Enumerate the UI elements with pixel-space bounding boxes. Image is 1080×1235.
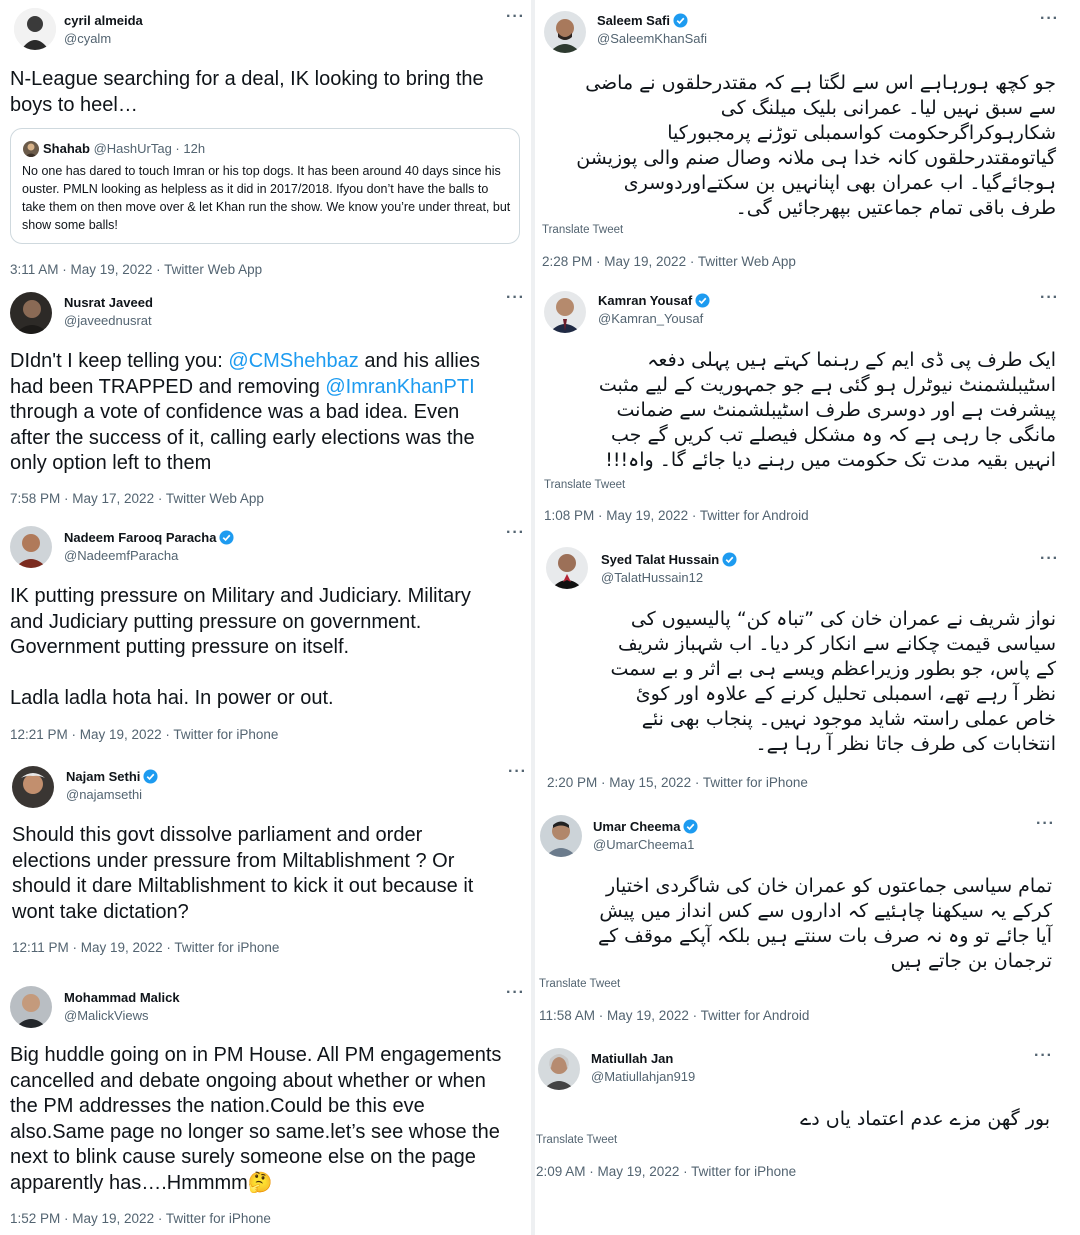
- more-options-icon[interactable]: ···: [1040, 289, 1059, 306]
- tweet-najam-sethi[interactable]: [0, 755, 530, 975]
- display-name-text[interactable]: Najam Sethi: [66, 769, 141, 784]
- tweet-kamran-yousaf[interactable]: [536, 285, 1080, 530]
- verified-badge-icon: [143, 769, 158, 784]
- quoted-tweet-header: [43, 141, 205, 156]
- avatar[interactable]: [10, 292, 52, 334]
- display-name[interactable]: [597, 13, 688, 28]
- tweet-timestamp[interactable]: 1:08 PM · May 19, 2022 · Twitter for Android: [544, 508, 809, 523]
- avatar[interactable]: [540, 815, 582, 857]
- avatar[interactable]: [14, 8, 56, 50]
- user-handle[interactable]: @NadeemfParacha: [64, 548, 179, 563]
- tweet-timestamp[interactable]: 2:28 PM · May 19, 2022 · Twitter Web App: [542, 254, 796, 269]
- tweet-timestamp[interactable]: 1:52 PM · May 19, 2022 · Twitter for iPhone: [10, 1211, 271, 1226]
- avatar[interactable]: [10, 986, 52, 1028]
- tweet-syed-talat-hussain[interactable]: [536, 530, 1080, 800]
- user-handle[interactable]: @MalickViews: [64, 1008, 149, 1023]
- quoted-tweet[interactable]: [10, 128, 520, 244]
- more-options-icon[interactable]: ···: [1040, 10, 1059, 27]
- tweet-nusrat-javeed[interactable]: [0, 285, 530, 515]
- verified-badge-icon: [673, 13, 688, 28]
- more-options-icon[interactable]: ···: [508, 763, 527, 780]
- more-options-icon[interactable]: ···: [506, 8, 525, 25]
- user-handle[interactable]: @Kamran_Yousaf: [598, 311, 704, 326]
- avatar[interactable]: [544, 11, 586, 53]
- tweet-text: بور گھن مزے عدم اعتماد یاں دے: [800, 1108, 1050, 1130]
- more-options-icon[interactable]: ···: [506, 524, 525, 541]
- display-name[interactable]: [601, 552, 737, 567]
- tweet-timestamp[interactable]: 12:21 PM · May 19, 2022 · Twitter for iPhone: [10, 727, 279, 742]
- tweet-timestamp[interactable]: 12:11 PM · May 19, 2022 · Twitter for iPhone: [12, 940, 280, 955]
- verified-badge-icon: [219, 530, 234, 545]
- display-name[interactable]: cyril almeida: [64, 13, 143, 28]
- user-handle[interactable]: @SaleemKhanSafi: [597, 31, 708, 46]
- quoted-display-name: Shahab: [43, 141, 90, 156]
- avatar[interactable]: [12, 766, 54, 808]
- tweet-saleem-safi[interactable]: [536, 0, 1080, 285]
- more-options-icon[interactable]: ···: [506, 289, 525, 306]
- user-handle[interactable]: @Matiullahjan919: [591, 1069, 696, 1084]
- tweet-umar-cheema[interactable]: [536, 800, 1080, 1035]
- translate-tweet-link[interactable]: Translate Tweet: [544, 479, 626, 491]
- display-name[interactable]: [66, 769, 158, 784]
- tweet-mohammad-malick[interactable]: [0, 975, 530, 1235]
- user-handle[interactable]: @cyalm: [64, 31, 112, 46]
- tweet-timestamp[interactable]: 2:09 AM · May 19, 2022 · Twitter for iPhone: [536, 1164, 797, 1179]
- user-handle[interactable]: @UmarCheema1: [593, 837, 695, 852]
- mention-link[interactable]: @CMShehbaz: [228, 350, 359, 372]
- display-name-text[interactable]: Umar Cheema: [593, 819, 681, 834]
- more-options-icon[interactable]: ···: [1036, 815, 1055, 832]
- display-name-text[interactable]: Syed Talat Hussain: [601, 552, 720, 567]
- user-handle[interactable]: @TalatHussain12: [601, 570, 704, 585]
- verified-badge-icon: [695, 293, 710, 308]
- tweet-text: IK putting pressure on Military and Judiciary. Military and Judiciary putting pressure on government. Government putting pressure on itself. Ladla ladla hota hai. In power or out.: [10, 585, 471, 709]
- right-column: [536, 0, 1080, 1235]
- more-options-icon[interactable]: ···: [1034, 1047, 1053, 1064]
- translate-tweet-link[interactable]: Translate Tweet: [542, 224, 624, 236]
- display-name-text[interactable]: Nadeem Farooq Paracha: [64, 530, 217, 545]
- verified-badge-icon: [683, 819, 698, 834]
- display-name[interactable]: Mohammad Malick: [64, 990, 180, 1005]
- verified-badge-icon: [722, 552, 737, 567]
- tweet-text-part: and his allies had been TRAPPED and removing: [10, 350, 480, 398]
- display-name-text[interactable]: Kamran Yousaf: [598, 293, 693, 308]
- quoted-tweet-text: No one has dared to touch Imran or his top dogs. It has been around 40 days since his ouster. PMLN looking as helpless as it did in 2017/2018. Ifyou don’t have the balls to take them on then move over & let Khan run the show. We know you’re under threat, but show some balls!: [22, 164, 511, 232]
- user-handle[interactable]: @najamsethi: [66, 787, 143, 802]
- translate-tweet-link[interactable]: Translate Tweet: [536, 1134, 618, 1146]
- tweet-timestamp[interactable]: 11:58 AM · May 19, 2022 · Twitter for Android: [539, 1008, 810, 1023]
- avatar[interactable]: [538, 1048, 580, 1090]
- tweet-text: [10, 349, 525, 477]
- tweet-text: نواز شریف نے عمران خان کی ”تباہ کن“ پالیسیوں کی سیاسی قیمت چکانے سے انکار کر دیا۔ اب شہباز شریف کے پاس، جو بطور وزیراعظم ویسے ہی بے اثر و بے سمت نظر آ رہے تھے، اسمبلی تحلیل کرنے کے علاوہ اور کوئ خاص عملی راستہ شاید موجود نہیں۔ پنجاب بھی نئے انتخابات کی طرف جاتا نظر آ رہا ہے۔: [610, 608, 1056, 755]
- avatar: [23, 141, 39, 157]
- tweet-text: Should this govt dissolve parliament and order elections under pressure from Miltablishment ? Or should it dare Miltablishment to kick it out because it wont take dictation?: [12, 824, 474, 923]
- tweet-matiullah-jan[interactable]: [536, 1035, 1080, 1235]
- mention-link[interactable]: @ImranKhanPTI: [325, 375, 475, 398]
- tweet-text: N-League searching for a deal, IK looking to bring the boys to heel…: [10, 68, 484, 116]
- tweet-text-part: through a vote of confidence was a bad idea. Even after the success of it, calling early elections was the only option left to them: [10, 401, 475, 474]
- tweet-timestamp[interactable]: 2:20 PM · May 15, 2022 · Twitter for iPhone: [547, 775, 808, 790]
- display-name[interactable]: Matiullah Jan: [591, 1051, 674, 1066]
- tweet-timestamp[interactable]: 7:58 PM · May 17, 2022 · Twitter Web App: [10, 491, 264, 506]
- display-name[interactable]: [593, 819, 698, 834]
- more-options-icon[interactable]: ···: [1040, 550, 1059, 567]
- display-name-text[interactable]: Saleem Safi: [597, 13, 670, 28]
- avatar[interactable]: [10, 526, 52, 568]
- tweet-text: Big huddle going on in PM House. All PM engagements cancelled and debate ongoing about whether or when the PM addresses the nation.Could be this eve also.Same page no longer so same.let’s see whose the next to blink cause surely someone else on the page apparently has….Hmmmm🤔: [10, 1044, 502, 1194]
- avatar[interactable]: [546, 547, 588, 589]
- tweet-cyril-almeida[interactable]: [0, 0, 530, 285]
- user-handle[interactable]: @javeednusrat: [64, 313, 152, 328]
- tweet-nadeem-farooq-paracha[interactable]: [0, 515, 530, 755]
- tweet-text-part: DIdn't I keep telling you:: [10, 350, 229, 372]
- translate-tweet-link[interactable]: Translate Tweet: [539, 978, 621, 990]
- display-name[interactable]: [64, 530, 234, 545]
- tweet-timestamp[interactable]: 3:11 AM · May 19, 2022 · Twitter Web App: [10, 262, 263, 277]
- more-options-icon[interactable]: ···: [506, 984, 525, 1001]
- avatar[interactable]: [544, 291, 586, 333]
- column-divider: [531, 0, 535, 1235]
- tweet-text: جو کچھ ہورہاہے اس سے لگتا ہے کہ مقتدرحلقوں نے ماضی سے سبق نہیں لیا۔ عمرانی بلیک میلنگ کی شکارہوکراگرحکومت کواسمبلی توڑنے پرمجبورکیا گیاتومقتدرحلقوں کانہ خدا ہی ملانہ وصال صنم والی پوزیشن ہوجائےگیا۔ اب عمران بھی اپنانہیں بن سکتےاوردوسری طرف باقی تمام جماعتیں بپھرجائیں گی۔: [576, 72, 1056, 219]
- tweet-text: ایک طرف پی ڈی ایم کے رہنما کہتے ہیں پہلی دفعہ اسٹیبلشمنٹ نیوٹرل ہو گئی ہے جو جمہوریت کے لیے مثبت پیشرفت ہے اور دوسری طرف اسٹیبلشمنٹ سے ضمانت مانگی جا رہی ہے کہ وہ مشکل فیصلے تب کریں گے جب انہیں بقیہ مدت تک حکومت میں رہنے دیا جائے گا۔ واہ!!!: [598, 349, 1056, 471]
- display-name[interactable]: [598, 293, 710, 308]
- left-column: [0, 0, 530, 1235]
- quoted-user-handle: @HashUrTag · 12h: [93, 141, 206, 156]
- tweet-text: تمام سیاسی جماعتوں کو عمران خان کی شاگردی اختیار کرکے یہ سیکھنا چاہئیے کہ اداروں سے کس انداز میں پیش آیا جائے تو وہ نہ صرف بات سنتے ہیں بلکہ آپکے موقف کے ترجمان بن جاتے ہیں: [597, 875, 1052, 972]
- display-name[interactable]: Nusrat Javeed: [64, 295, 153, 310]
